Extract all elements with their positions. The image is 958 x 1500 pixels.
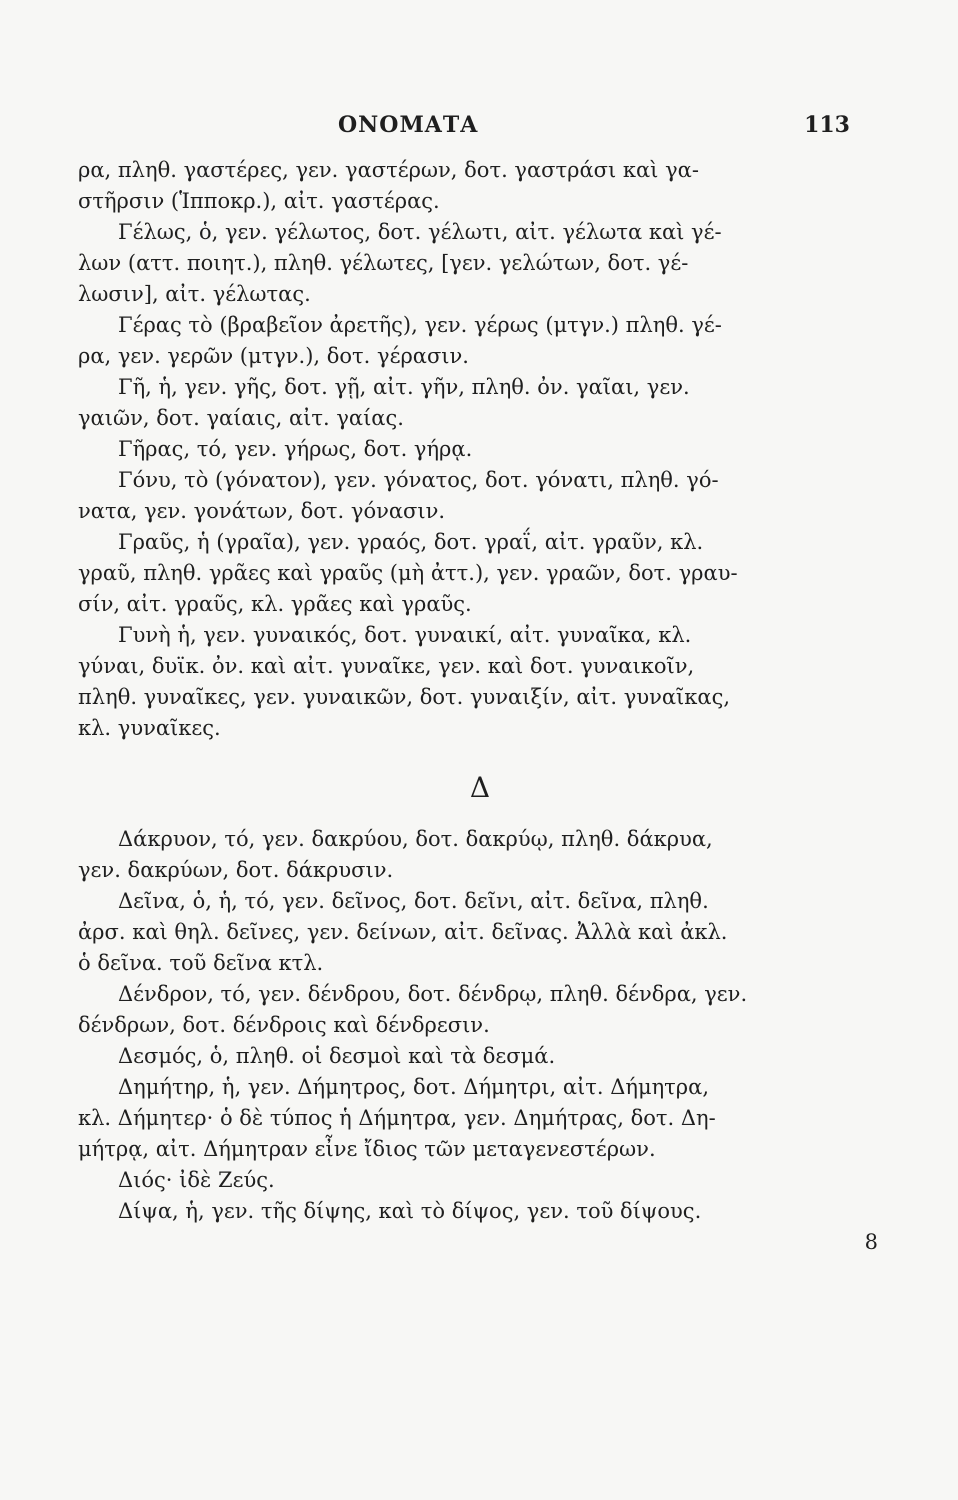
text-line: γύναι, δυϊκ. ὀν. καὶ αἰτ. γυναῖκε, γεν. καὶ δοτ. γυναικοῖν, <box>78 654 695 678</box>
entry-line: Δεῖνα, ὁ, ἡ, τό, γεν. δεῖνος, δοτ. δεῖνι, αἰτ. δεῖνα, πληθ. <box>118 889 709 913</box>
text-line: ἀρσ. καὶ θηλ. δεῖνες, γεν. δείνων, αἰτ. δεῖνας. Ἀλλὰ καὶ ἀκλ. <box>78 920 728 944</box>
text-line: γραῦ, πληθ. γρᾶες καὶ γραῦς (μὴ ἀττ.), γεν. γραῶν, δοτ. γραυ- <box>78 561 738 585</box>
text-line: λων (αττ. ποιητ.), πληθ. γέλωτες, [γεν. γελώτων, δοτ. γέ- <box>78 251 689 275</box>
entry-line: Γραῦς, ἡ (γραῖα), γεν. γραός, δοτ. γραΐ, αἰτ. γραῦν, κλ. <box>118 530 704 554</box>
entry-line: Γῆ, ἡ, γεν. γῆς, δοτ. γῇ, αἰτ. γῆν, πληθ. ὀν. γαῖαι, γεν. <box>118 375 690 399</box>
text-line: κλ. Δήμητερ· ὁ δὲ τύπος ἡ Δήμητρα, γεν. Δημήτρας, δοτ. Δη- <box>78 1106 716 1130</box>
text-line: μήτρᾳ, αἰτ. Δήμητραν εἶνε ἴδιος τῶν μεταγενεστέρων. <box>78 1137 656 1161</box>
entries-delta <box>78 824 882 1227</box>
running-header <box>0 112 958 142</box>
text-line: λωσιν], αἰτ. γέλωτας. <box>78 282 311 306</box>
printer-signature: 8 <box>864 1230 878 1254</box>
entry-line: Δημήτηρ, ἡ, γεν. Δήμητρος, δοτ. Δήμητρι, αἰτ. Δήμητρα, <box>118 1075 710 1099</box>
entry-line: Δένδρον, τό, γεν. δένδρου, δοτ. δένδρῳ, πληθ. δένδρα, γεν. <box>118 982 748 1006</box>
text-line: κλ. γυναῖκες. <box>78 716 221 740</box>
text-line: σίν, αἰτ. γραῦς, κλ. γρᾶες καὶ γραῦς. <box>78 592 472 616</box>
entry-line: Δεσμός, ὁ, πληθ. οἱ δεσμοὶ καὶ τὰ δεσμά. <box>118 1044 556 1068</box>
entry-line: Δάκρυον, τό, γεν. δακρύου, δοτ. δακρύῳ, πληθ. δάκρυα, <box>118 827 713 851</box>
entry-line: Γέρας τὸ (βραβεῖον ἀρετῆς), γεν. γέρως (μτγν.) πληθ. γέ- <box>118 313 722 337</box>
entries-gamma <box>78 155 882 744</box>
text-line: ρα, γεν. γερῶν (μτγν.), δοτ. γέρασιν. <box>78 344 469 368</box>
text-line: γεν. δακρύων, δοτ. δάκρυσιν. <box>78 858 394 882</box>
text-line: γαιῶν, δοτ. γαίαις, αἰτ. γαίας. <box>78 406 404 430</box>
section-letter: Δ <box>469 771 491 804</box>
text-line: στῆρσιν (Ἱπποκρ.), αἰτ. γαστέρας. <box>78 189 440 213</box>
running-title: ΟΝΟΜΑΤΑ <box>338 112 479 138</box>
page-number: 113 <box>804 112 850 138</box>
entry-line: Γυνὴ ἡ, γεν. γυναικός, δοτ. γυναικί, αἰτ. γυναῖκα, κλ. <box>118 623 692 647</box>
entry-line: Γόνυ, τὸ (γόνατον), γεν. γόνατος, δοτ. γόνατι, πληθ. γό- <box>118 468 719 492</box>
entry-line: Γῆρας, τό, γεν. γήρως, δοτ. γήρᾳ. <box>118 437 473 461</box>
text-line: πληθ. γυναῖκες, γεν. γυναικῶν, δοτ. γυναιξίν, αἰτ. γυναῖκας, <box>78 685 731 709</box>
text-line: δένδρων, δοτ. δένδροις καὶ δένδρεσιν. <box>78 1013 490 1037</box>
entry-line: Γέλως, ὁ, γεν. γέλωτος, δοτ. γέλωτι, αἰτ. γέλωτα καὶ γέ- <box>118 220 722 244</box>
text-line: ὁ δεῖνα. τοῦ δεῖνα κτλ. <box>78 951 324 975</box>
entry-line: Διός· ἰδὲ Ζεύς. <box>118 1168 275 1192</box>
entry-line: Δίψα, ἡ, γεν. τῆς δίψης, καὶ τὸ δίψος, γεν. τοῦ δίψους. <box>118 1199 702 1223</box>
text-line: ρα, πληθ. γαστέρες, γεν. γαστέρων, δοτ. γαστράσι καὶ γα- <box>78 158 699 182</box>
dictionary-body <box>78 155 882 1258</box>
text-line: νατα, γεν. γονάτων, δοτ. γόνασιν. <box>78 499 446 523</box>
